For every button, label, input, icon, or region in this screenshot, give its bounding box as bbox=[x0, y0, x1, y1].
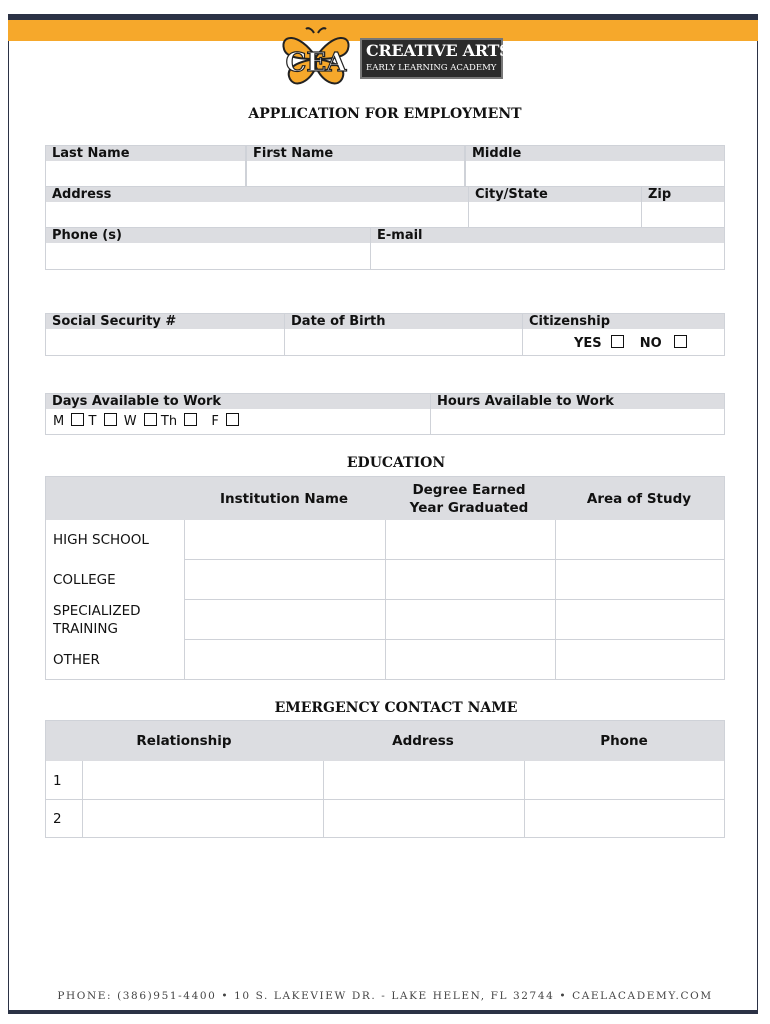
education-row-other: OTHER bbox=[53, 652, 100, 668]
days-options bbox=[53, 413, 239, 429]
days-available-label: Days Available to Work bbox=[46, 394, 430, 409]
education-header-degree bbox=[384, 480, 554, 518]
day-t-checkbox[interactable] bbox=[104, 413, 117, 426]
education-header-area: Area of Study bbox=[586, 490, 692, 507]
phone-label: Phone (s) bbox=[46, 228, 370, 243]
education-row-high-school: HIGH SCHOOL bbox=[53, 532, 149, 548]
page-title: APPLICATION FOR EMPLOYMENT bbox=[248, 106, 522, 122]
emergency-title: EMERGENCY CONTACT NAME bbox=[274, 700, 518, 716]
yes-label: YES bbox=[574, 336, 602, 351]
education-table bbox=[45, 476, 725, 680]
logo-wordmark bbox=[360, 38, 511, 79]
city-state-field[interactable] bbox=[468, 186, 642, 229]
day-th-checkbox[interactable] bbox=[184, 413, 197, 426]
email-label: E-mail bbox=[371, 228, 724, 243]
ssn-field[interactable] bbox=[45, 313, 285, 356]
footer-contact: PHONE: (386)951-4400 • 10 S. LAKEVIEW DR. - LAKE HELEN, FL 32744 • CAELACADEMY.COM bbox=[57, 990, 713, 1002]
education-title: EDUCATION bbox=[346, 455, 446, 471]
logo-name: CREATIVE ARTS bbox=[366, 41, 511, 60]
day-t-label: T bbox=[88, 414, 97, 429]
day-f-label: F bbox=[211, 414, 219, 429]
zip-label: Zip bbox=[642, 187, 724, 202]
address-field[interactable] bbox=[45, 186, 469, 229]
zip-field[interactable] bbox=[641, 186, 725, 229]
emergency-header-phone: Phone bbox=[600, 733, 648, 749]
day-th-label: Th bbox=[160, 414, 178, 429]
day-f-checkbox[interactable] bbox=[226, 413, 239, 426]
phone-field[interactable] bbox=[45, 227, 371, 270]
education-header-degree-earned: Degree Earned bbox=[412, 482, 526, 498]
day-w-label: W bbox=[123, 414, 137, 429]
emergency-header-address: Address bbox=[392, 733, 454, 749]
emergency-table bbox=[45, 720, 725, 838]
no-label: NO bbox=[639, 336, 662, 351]
citizenship-options bbox=[574, 335, 687, 351]
first-name-label: First Name bbox=[247, 146, 464, 161]
no-checkbox[interactable] bbox=[674, 335, 687, 348]
last-name-field[interactable] bbox=[45, 145, 246, 188]
first-name-field[interactable] bbox=[246, 145, 465, 188]
emergency-row-2: 2 bbox=[53, 811, 62, 827]
dob-label: Date of Birth bbox=[285, 314, 522, 329]
emergency-header-relationship: Relationship bbox=[136, 733, 232, 749]
email-field[interactable] bbox=[370, 227, 725, 270]
days-available-field bbox=[45, 393, 431, 435]
logo-monogram: CEA bbox=[285, 48, 347, 78]
address-label: Address bbox=[46, 187, 468, 202]
hours-available-field[interactable] bbox=[430, 393, 725, 435]
city-state-label: City/State bbox=[469, 187, 641, 202]
day-m-checkbox[interactable] bbox=[71, 413, 84, 426]
last-name-label: Last Name bbox=[46, 146, 245, 161]
bottom-navy-bar bbox=[8, 1010, 758, 1014]
middle-name-field[interactable] bbox=[465, 145, 725, 188]
middle-name-label: Middle bbox=[466, 146, 724, 161]
education-header-year-graduated: Year Graduated bbox=[409, 500, 529, 516]
logo-tagline: EARLY LEARNING ACADEMY bbox=[366, 63, 497, 73]
ssn-label: Social Security # bbox=[46, 314, 284, 329]
education-header-institution: Institution Name bbox=[219, 490, 349, 507]
citizenship-label: Citizenship bbox=[523, 314, 724, 329]
hours-available-label: Hours Available to Work bbox=[431, 394, 724, 409]
citizenship-field bbox=[522, 313, 725, 356]
emergency-row-1: 1 bbox=[53, 773, 62, 789]
day-w-checkbox[interactable] bbox=[144, 413, 157, 426]
day-m-label: M bbox=[53, 414, 65, 429]
education-row-college: COLLEGE bbox=[53, 572, 116, 588]
education-row-training: TRAINING bbox=[53, 621, 118, 637]
dob-field[interactable] bbox=[284, 313, 523, 356]
yes-checkbox[interactable] bbox=[611, 335, 624, 348]
education-row-specialized: SPECIALIZED bbox=[53, 603, 141, 619]
